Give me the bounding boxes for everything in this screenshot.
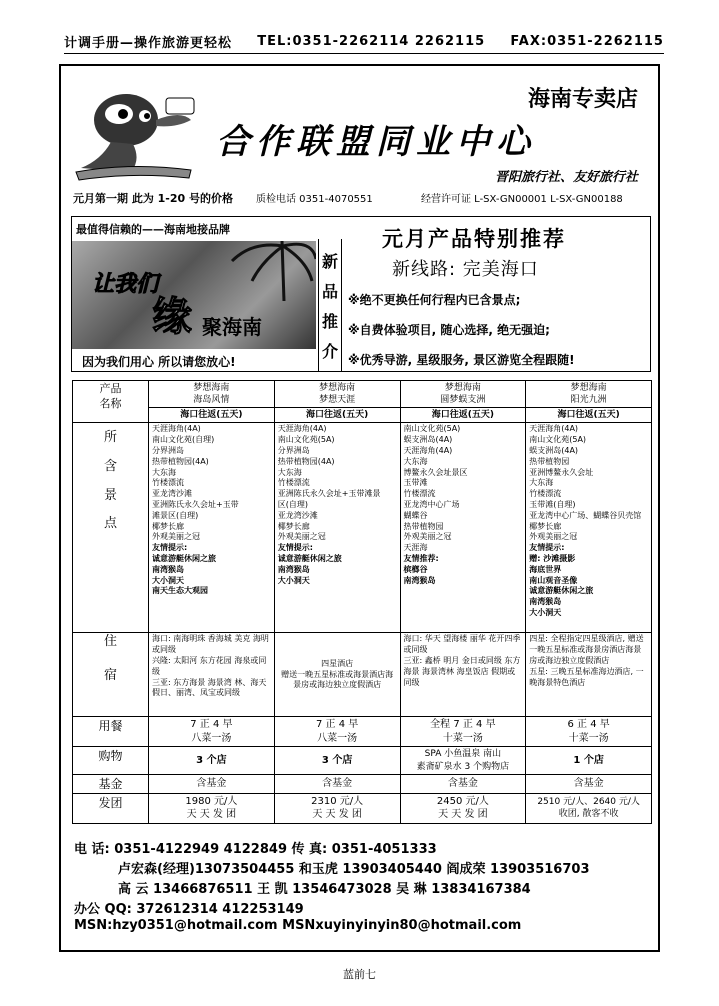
route-name: 梦想海南 海岛风情 bbox=[149, 381, 275, 408]
lodging-cell: 四星: 全程指定四星级酒店, 赠送一晚五星标准或海景房酒店海景房或海边独立度假酒店 五星: 三晚五星标准海边酒店, 一晚海景特色酒店 bbox=[526, 633, 652, 717]
sight-item: 大东海 bbox=[152, 467, 176, 477]
route-name: 梦想海南 圆梦蜈支洲 bbox=[400, 381, 526, 408]
sight-item: 蜈支洲岛(4A) bbox=[403, 435, 453, 445]
sight-item: 热带植物园(4A) bbox=[277, 456, 335, 466]
sight-item: 热带植物园 bbox=[403, 521, 444, 531]
shopping-cell: 1 个店 bbox=[526, 747, 652, 774]
table-row bbox=[73, 423, 652, 633]
sights-cell bbox=[274, 423, 400, 633]
agency-names: 晋阳旅行社、友好旅行社 bbox=[494, 170, 638, 185]
sight-item: 蜈支洲岛(4A) bbox=[529, 446, 579, 456]
tip-item: 槟榔谷 bbox=[403, 564, 428, 574]
new-product-char: 品 bbox=[321, 281, 338, 301]
sight-item: 椰梦长廊 bbox=[277, 521, 310, 531]
fund-cell: 含基金 bbox=[149, 774, 275, 793]
sight-item: 外观美丽之冠 bbox=[529, 532, 578, 542]
dolphin-mascot-icon bbox=[71, 80, 201, 185]
sight-item: 分界洲岛 bbox=[277, 446, 310, 456]
tip-item: 南湾猴岛 bbox=[277, 564, 310, 574]
product-label: 产品 名称 bbox=[73, 381, 149, 423]
sight-item: 竹楼漂流 bbox=[152, 478, 184, 488]
fund-label: 基金 bbox=[73, 774, 149, 793]
route-days: 海口往返(五天) bbox=[526, 408, 652, 423]
departure-cell: 2510 元/人、2640 元/人 收团, 散客不收 bbox=[526, 793, 652, 823]
tip-label: 友情提示: bbox=[529, 543, 565, 553]
tip-item: 大小洞天 bbox=[529, 607, 562, 617]
sight-item: 外观美丽之冠 bbox=[403, 532, 452, 542]
top-info-bar bbox=[64, 30, 664, 54]
route-name: 梦想海南 梦想天涯 bbox=[274, 381, 400, 408]
fund-cell: 含基金 bbox=[274, 774, 400, 793]
promo-banner bbox=[72, 241, 316, 349]
sights-cell bbox=[400, 423, 526, 633]
sight-item: 椰梦长廊 bbox=[152, 521, 184, 531]
top-bar-slogan: 计调手册—操作旅游更轻松 bbox=[64, 36, 233, 51]
shopping-label: 购物 bbox=[73, 747, 149, 774]
tip-item: 南湾猴岛 bbox=[152, 564, 184, 574]
meal-cell: 7 正 4 早 八菜一汤 bbox=[274, 717, 400, 747]
contact-phone-line: 电 话: 0351-4122949 4122849 传 真: 0351-4051333 bbox=[74, 842, 437, 857]
sight-item: 南山文化苑(5A) bbox=[403, 424, 461, 434]
new-product-char: 新 bbox=[321, 251, 338, 271]
trust-slogan: 因为我们用心 所以请您放心! bbox=[82, 355, 236, 369]
banner-slogan-1: 让我们 bbox=[92, 272, 159, 297]
sight-item: 亚龙湾中心广场 bbox=[403, 500, 460, 509]
contact-people-1: 卢宏森(经理)13073504455 和玉虎 13903405440 阎成荣 13903516703 bbox=[118, 862, 590, 877]
sights-cell bbox=[149, 423, 275, 633]
meal-label: 用餐 bbox=[73, 717, 149, 747]
banner-yuan: 缘 bbox=[152, 294, 192, 340]
page-title: 合作联盟同业中心 bbox=[216, 122, 536, 162]
table-row bbox=[73, 633, 652, 717]
lodging-label: 住 宿 bbox=[73, 633, 149, 717]
sight-item: 南山文化苑(5A) bbox=[277, 435, 335, 445]
promo-section bbox=[71, 216, 651, 372]
tip-item: 诚意游艇休闲之旅 bbox=[529, 586, 594, 596]
contact-qq: 办公 QQ: 372612314 412253149 bbox=[74, 902, 304, 917]
sight-item: 蝴蝶谷 bbox=[403, 510, 428, 520]
table-row bbox=[73, 793, 652, 823]
sight-item: 天涯海 bbox=[403, 543, 428, 553]
top-bar-tel: TEL:0351-2262114 2262115 bbox=[257, 34, 486, 49]
new-product-char: 介 bbox=[321, 341, 338, 361]
table-row bbox=[73, 774, 652, 793]
promo-bullet: ※自费体验项目, 随心选择, 绝无强迫; bbox=[348, 323, 550, 337]
contact-people-2: 高 云 13466876511 王 凯 13546473028 吴 琳 13834167384 bbox=[118, 882, 531, 897]
shopping-cell: 3 个店 bbox=[274, 747, 400, 774]
sight-item: 大东海 bbox=[403, 456, 428, 466]
sight-item: 玉带滩(自理) bbox=[529, 500, 576, 509]
brand-heading: 最值得信赖的——海南地接品牌 bbox=[76, 223, 230, 236]
promo-bullet: ※绝不更换任何行程内已含景点; bbox=[348, 293, 521, 307]
departure-cell: 2310 元/人 天 天 发 团 bbox=[274, 793, 400, 823]
tip-item: 海底世界 bbox=[529, 564, 562, 574]
license-number: 经营许可证 L-SX-GN00001 L-SX-GN00188 bbox=[421, 194, 623, 205]
tour-table bbox=[72, 380, 652, 824]
sight-item: 亚龙湾沙滩 bbox=[277, 510, 318, 520]
sight-item: 竹楼漂流 bbox=[529, 489, 562, 499]
sights-cell bbox=[526, 423, 652, 633]
sight-item: 竹楼漂流 bbox=[277, 478, 310, 488]
sight-item: 热带植物园 bbox=[529, 456, 570, 466]
route-days: 海口往返(五天) bbox=[149, 408, 275, 423]
sight-item: 分界洲岛 bbox=[152, 446, 184, 456]
tip-label: 友情提示: bbox=[277, 543, 313, 553]
meal-cell: 7 正 4 早 八菜一汤 bbox=[149, 717, 275, 747]
sight-item: 天涯海角(4A) bbox=[403, 446, 453, 456]
sight-item: 天涯海角(4A) bbox=[277, 424, 327, 434]
header bbox=[61, 66, 658, 210]
route-days: 海口往返(五天) bbox=[274, 408, 400, 423]
tip-item: 南湾猴岛 bbox=[403, 575, 436, 585]
sight-item: 大东海 bbox=[277, 467, 302, 477]
tip-item: 诚意游艇休闲之旅 bbox=[152, 553, 216, 563]
route-name: 梦想海南 阳光九洲 bbox=[526, 381, 652, 408]
meal-cell: 全程 7 正 4 早 十菜一汤 bbox=[400, 717, 526, 747]
sight-item: 博鳌永久会址景区 bbox=[403, 467, 468, 477]
meal-cell: 6 正 4 早 十菜一汤 bbox=[526, 717, 652, 747]
route-days: 海口往返(五天) bbox=[400, 408, 526, 423]
sight-item: 亚洲博鳌永久会址 bbox=[529, 467, 594, 477]
sight-item: 亚洲陈氏永久会址+玉带滩景 bbox=[277, 489, 381, 499]
banner-slogan-2: 聚海南 bbox=[202, 315, 262, 339]
promo-bullet: ※优秀导游, 星级服务, 景区游览全程跟随! bbox=[348, 353, 575, 367]
tip-item: 南湾猴岛 bbox=[529, 597, 562, 607]
sight-item: 热带植物园(4A) bbox=[152, 456, 209, 466]
sight-item: 亚龙湾沙滩 bbox=[152, 489, 192, 499]
sight-item: 天涯海角(4A) bbox=[152, 424, 201, 434]
sight-item: 滩景区(自理) bbox=[152, 510, 199, 520]
new-route: 新线路: 完美海口 bbox=[392, 259, 539, 280]
sight-item: 南山文化苑(5A) bbox=[529, 435, 587, 445]
sight-item: 大东海 bbox=[529, 478, 554, 488]
top-bar-fax: FAX:0351-2262115 bbox=[510, 34, 664, 49]
sight-item: 外观美丽之冠 bbox=[277, 532, 326, 542]
new-product-char: 推 bbox=[321, 311, 338, 331]
sight-item: 玉带滩 bbox=[403, 478, 428, 488]
issue-info: 元月第一期 此为 1-20 号的价格 bbox=[73, 192, 234, 205]
sights-label: 所 含 景 点 bbox=[73, 423, 149, 633]
promo-title: 元月产品特别推荐 bbox=[382, 227, 566, 251]
tip-label: 友情提示: bbox=[152, 543, 188, 553]
tip-item: 南山观音圣像 bbox=[529, 575, 578, 585]
palm-tree-icon bbox=[222, 241, 316, 301]
sight-item: 天涯海角(4A) bbox=[529, 424, 579, 434]
lodging-cell: 四星酒店 赠送一晚五星标准或海景酒店海景房或海边独立度假酒店 bbox=[274, 633, 400, 717]
shopping-cell: 3 个店 bbox=[149, 747, 275, 774]
table-row bbox=[73, 381, 652, 408]
contact-msn: MSN:hzy0351@hotmail.com MSNxuyinyinyin80@hotmail.com bbox=[74, 918, 522, 933]
table-row bbox=[73, 747, 652, 774]
sight-item: 南山文化苑(自理) bbox=[152, 435, 215, 445]
fund-cell: 含基金 bbox=[526, 774, 652, 793]
lodging-cell: 海口: 华天 望海楼 丽华 花开四季或同级 三亚: 鑫桥 明月 金日或同级 东方海景 海景湾林 海皇饭店 假期或同级 bbox=[400, 633, 526, 717]
tip-label: 友情推荐: bbox=[403, 553, 439, 563]
sight-item: 竹楼漂流 bbox=[403, 489, 436, 499]
tip-item: 诚意游艇休闲之旅 bbox=[277, 553, 342, 563]
page-footer: 蓝前七 bbox=[343, 968, 376, 981]
sight-item: 亚龙湾中心广场、蝴蝶谷贝壳馆 bbox=[529, 510, 642, 520]
tip-item: 南天生态大观园 bbox=[152, 586, 208, 596]
fund-cell: 含基金 bbox=[400, 774, 526, 793]
shopping-cell: SPA 小鱼温泉 南山 素斋矿泉水 3 个购物店 bbox=[400, 747, 526, 774]
departure-label: 发团 bbox=[73, 793, 149, 823]
tip-item: 大小洞天 bbox=[277, 575, 310, 585]
departure-cell: 1980 元/人 天 天 发 团 bbox=[149, 793, 275, 823]
sight-item: 椰梦长廊 bbox=[529, 521, 562, 531]
departure-cell: 2450 元/人 天 天 发 团 bbox=[400, 793, 526, 823]
table-row bbox=[73, 408, 652, 423]
sight-item: 亚洲陈氏永久会址+玉带 bbox=[152, 500, 239, 509]
sight-item: 外观美丽之冠 bbox=[152, 532, 200, 542]
sight-item: 区(自理) bbox=[277, 500, 308, 509]
store-name: 海南专卖店 bbox=[527, 87, 638, 112]
quality-phone: 质检电话 0351-4070551 bbox=[256, 194, 373, 205]
tip-item: 大小洞天 bbox=[152, 575, 184, 585]
tip-item: 赠: 沙滩摄影 bbox=[529, 553, 576, 563]
new-product-tag bbox=[318, 239, 342, 371]
table-row bbox=[73, 717, 652, 747]
lodging-cell: 海口: 南海明珠 香海城 美克 海明或同级 兴隆: 太阳河 东方花园 海泉或同级 三亚: 东方海景 海景湾 林、海天假日、丽湾、凤宝或同级 bbox=[149, 633, 275, 717]
